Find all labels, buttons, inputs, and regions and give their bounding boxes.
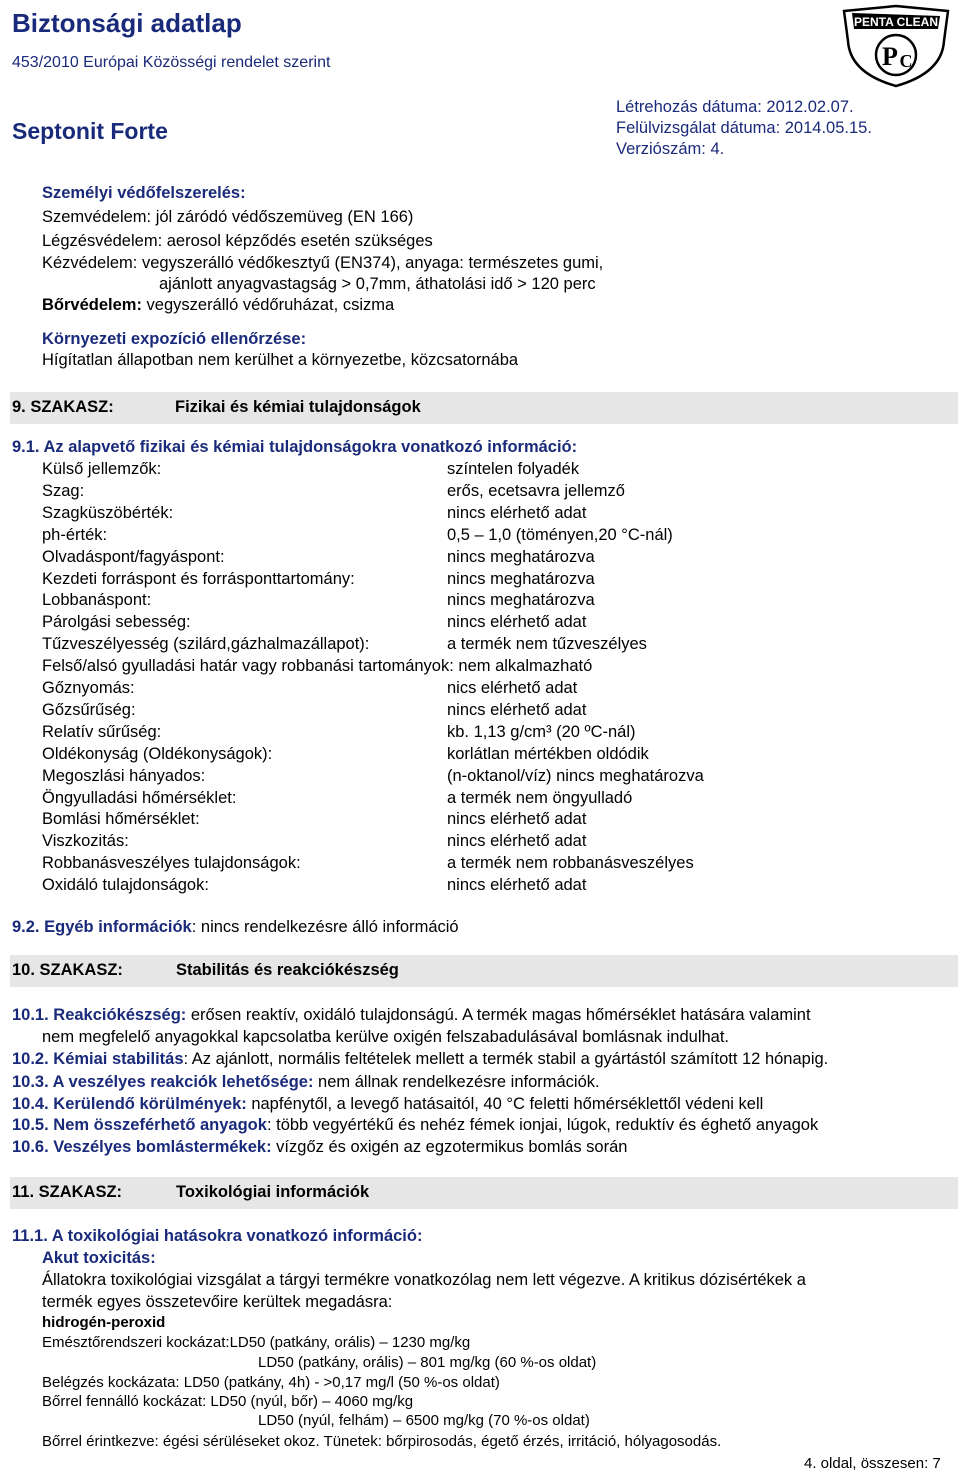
ingestion-risk-2: LD50 (patkány, orális) – 801 mg/kg (60 %-os oldat)	[258, 1354, 597, 1371]
env-heading: Környezeti expozíció ellenőrzése:	[42, 330, 307, 348]
svg-text:P: P	[882, 42, 898, 71]
para-10-1: 10.1. Reakciókészség: erősen reaktív, oxidáló tulajdonságú. A termék magas hőmérséklet hatására valamint	[12, 1006, 811, 1024]
property-value: kb. 1,13 g/cm³ (20 ºC-nál)	[447, 722, 636, 741]
inhalation-risk: Belégzés kockázata: LD50 (patkány, 4h) - >0,17 mg/l (50 %-os oldat)	[42, 1374, 500, 1391]
property-value: nincs elérhető adat	[447, 832, 587, 851]
respiratory-protection: Légzésvédelem: aerosol képződés esetén szükséges	[42, 232, 433, 250]
property-value: nincs elérhető adat	[447, 503, 587, 522]
property-label: Relatív sűrűség:	[42, 722, 162, 741]
ppe-heading: Személyi védőfelszerelés:	[42, 184, 246, 202]
section-title: Toxikológiai információk	[176, 1183, 370, 1201]
property-value: nincs meghatározva	[447, 547, 595, 566]
property-value: nincs elérhető adat	[447, 810, 587, 829]
para-10-1-cont: nem megfelelő anyagokkal kapcsolatba kerülve oxigén felszabadulásával bomlásnak indulhat.	[42, 1028, 730, 1046]
acute-toxicity-heading: Akut toxicitás:	[42, 1249, 156, 1267]
property-label: Lobbanáspont:	[42, 591, 152, 610]
property-value: a termék nem tűzveszélyes	[447, 635, 647, 654]
para-10-2: 10.2. Kémiai stabilitás: Az ajánlott, normális feltételek mellett a termék stabil a gyártástól számított 12 hónapig.	[12, 1050, 829, 1068]
property-label: Kezdeti forráspont és forrásponttartomány:	[42, 569, 355, 588]
skin-risk: Bőrrel fennálló kockázat: LD50 (nyúl, bőr) – 4060 mg/kg	[42, 1393, 414, 1410]
property-label: Robbanásveszélyes tulajdonságok:	[42, 854, 301, 873]
acute-text-2: termék egyes összetevőire kerültek megadásra:	[42, 1293, 393, 1311]
property-value: nics elérhető adat	[447, 679, 578, 697]
section-10-header	[10, 955, 958, 987]
subsection-11-1: 11.1. A toxikológiai hatásokra vonatkozó információ:	[12, 1227, 423, 1245]
property-value: (n-oktanol/víz) nincs meghatározva	[447, 766, 704, 785]
property-label: Oxidáló tulajdonságok:	[42, 876, 209, 895]
para-10-5: 10.5. Nem összeférhető anyagok: több vegyértékű és nehéz fémek ionjai, lúgok, reduktív és éghető anyagok	[12, 1116, 819, 1134]
ingestion-risk: Emésztőrendszeri kockázat:LD50 (patkány, orális) – 1230 mg/kg	[42, 1334, 471, 1351]
created-date: Létrehozás dátuma: 2012.02.07.	[616, 98, 854, 116]
property-value: erős, ecetsavra jellemző	[447, 481, 625, 500]
para-10-4: 10.4. Kerülendő körülmények: napfénytől, a levegő hatásaitól, 40 °C feletti hőmérséklettől védeni kell	[12, 1095, 764, 1113]
svg-text:PENTA CLEAN: PENTA CLEAN	[854, 15, 938, 29]
section-9-header	[10, 392, 958, 424]
subsection-9-1: 9.1. Az alapvető fizikai és kémiai tulajdonságokra vonatkozó információ:	[12, 438, 578, 456]
product-name: Septonit Forte	[12, 118, 168, 144]
revised-date: Felülvizsgálat dátuma: 2014.05.15.	[616, 119, 872, 137]
acute-text-1: Állatokra toxikológiai vizsgálat a tárgyi termékre vonatkozólag nem lett végezve. A kritikus dózisértékek a	[42, 1271, 806, 1289]
property-value: a termék nem robbanásveszélyes	[447, 854, 694, 873]
property-label: Felső/alsó gyulladási határ vagy robbanási tartományok: nem alkalmazható	[42, 657, 593, 676]
para-10-6: 10.6. Veszélyes bomlástermékek: vízgőz és oxigén az egzotermikus bomlás során	[12, 1138, 628, 1156]
property-label: Megoszlási hányados:	[42, 766, 206, 785]
property-label: Tűzveszélyesség (szilárd,gázhalmazállapot):	[42, 635, 370, 654]
section-title: Stabilitás és reakciókészség	[176, 961, 399, 979]
section-title: Fizikai és kémiai tulajdonságok	[175, 398, 421, 416]
svg-text:C: C	[899, 51, 913, 71]
eye-protection: Szemvédelem: jól záródó védőszemüveg (EN 166)	[42, 208, 414, 226]
skin-risk-2: LD50 (nyúl, felhám) – 6500 mg/kg (70 %-os oldat)	[258, 1412, 590, 1429]
substance-name: hidrogén-peroxid	[42, 1314, 166, 1331]
section-number: 10. SZAKASZ:	[12, 961, 123, 979]
subsection-9-2: 9.2. Egyéb információk: nincs rendelkezésre álló információ	[12, 918, 459, 936]
property-value: a termék nem öngyulladó	[447, 788, 633, 807]
property-label: Oldékonyság (Oldékonyságok):	[42, 744, 273, 763]
hand-protection-cont: ajánlott anyagvastagság > 0,7mm, áthatolási idő > 120 perc	[159, 275, 596, 293]
penta-clean-logo	[838, 3, 954, 89]
property-label: Szagküszöbérték:	[42, 503, 174, 522]
page-number: 4. oldal, összesen: 7	[804, 1455, 941, 1472]
property-label: Olvadáspont/fagyáspont:	[42, 547, 225, 566]
section-number: 9. SZAKASZ:	[12, 398, 114, 416]
section-11-header	[10, 1177, 958, 1209]
property-label: Gőzsűrűség:	[42, 700, 136, 719]
hand-protection: Kézvédelem: vegyszerálló védőkesztyű (EN374), anyaga: természetes gumi,	[42, 254, 604, 272]
env-text: Hígítatlan állapotban nem kerülhet a környezetbe, közcsatornába	[42, 351, 519, 369]
property-label: Viszkozitás:	[42, 832, 129, 851]
property-value: nincs elérhető adat	[447, 876, 587, 895]
property-value: nincs meghatározva	[447, 591, 595, 610]
version-number: Verziószám: 4.	[616, 140, 725, 158]
property-value: nincs meghatározva	[447, 569, 595, 588]
regulation-text: 453/2010 Európai Közösségi rendelet szerint	[12, 54, 331, 71]
document-title: Biztonsági adatlap	[12, 8, 242, 38]
property-label: Külső jellemzők:	[42, 460, 162, 478]
para-10-3: 10.3. A veszélyes reakciók lehetősége: nem állnak rendelkezésre információk.	[12, 1073, 600, 1091]
skin-contact: Bőrrel érintkezve: égési sérüléseket okoz. Tünetek: bőrpirosodás, égető érzés, irritáció, hólyagosodás.	[42, 1433, 722, 1450]
skin-protection: Bőrvédelem: vegyszerálló védőruházat, csizma	[42, 296, 395, 314]
property-label: Gőznyomás:	[42, 679, 135, 697]
property-value: nincs elérhető adat	[447, 613, 587, 632]
section-number: 11. SZAKASZ:	[12, 1183, 123, 1201]
property-label: Párolgási sebesség:	[42, 613, 191, 632]
property-value: 0,5 – 1,0 (töményen,20 °C-nál)	[447, 525, 673, 544]
property-label: Öngyulladási hőmérséklet:	[42, 788, 237, 807]
property-value: korlátlan mértékben oldódik	[447, 744, 649, 763]
property-label: ph-érték:	[42, 525, 108, 544]
property-value: nincs elérhető adat	[447, 700, 587, 719]
property-value: színtelen folyadék	[447, 460, 580, 478]
property-label: Bomlási hőmérséklet:	[42, 810, 200, 829]
property-label: Szag:	[42, 481, 85, 500]
